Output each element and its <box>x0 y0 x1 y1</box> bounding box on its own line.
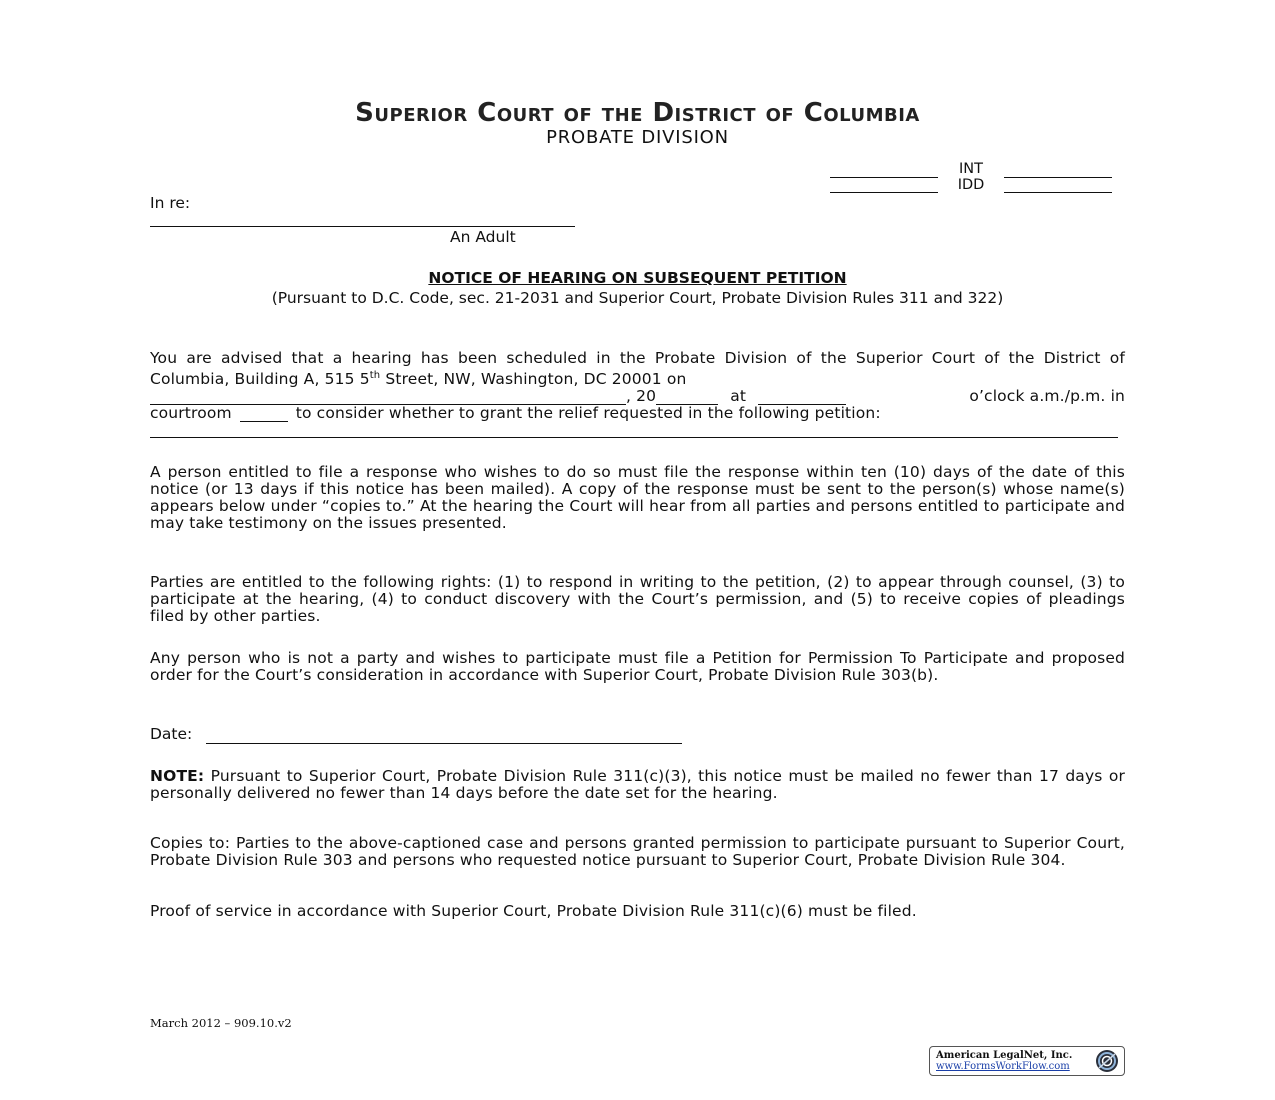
case-blank <box>830 180 938 193</box>
petition-name-line <box>150 421 1118 438</box>
publisher-link[interactable]: www.FormsWorkFlow.com <box>936 1061 1070 1072</box>
division-name: PROBATE DIVISION <box>546 127 729 148</box>
case-blank <box>1004 165 1112 178</box>
year-prefix: , 20 <box>626 387 657 406</box>
ordinal-suffix: th <box>369 370 381 381</box>
proof-paragraph: Proof of service in accordance with Superior Court, Probate Division Rule 311(c)(6) must be filed. <box>150 902 917 920</box>
statutory-reference: (Pursuant to D.C. Code, sec. 21-2031 and Superior Court, Probate Division Rules 311 and 322) <box>271 289 1004 307</box>
hearing-text: to consider whether to grant the relief requested in the following petition: <box>295 404 881 423</box>
case-row-int <box>830 162 1112 178</box>
hearing-paragraph <box>150 350 1125 422</box>
form-revision: March 2012 – 909.10.v2 <box>150 1016 292 1030</box>
case-code: IDD <box>957 176 985 193</box>
party-designation: An Adult <box>450 228 516 246</box>
courtroom-label: courtroom <box>150 404 232 423</box>
date-label: Date: <box>150 725 193 743</box>
note-text: Pursuant to Superior Court, Probate Division Rule 311(c)(3), this notice must be mailed no fewer than 17 days or personally delivered no fewer than 14 days before the date set for the hearing. <box>150 767 1125 802</box>
note-paragraph <box>150 768 1125 802</box>
rights-paragraph: Parties are entitled to the following rights: (1) to respond in writing to the petition, (2) to appear through counsel, (3) to participate at the hearing, (4) to conduct discovery with the Court’s permission, and (5) to receive copies of pleadings filed by other parties. <box>150 573 1125 625</box>
date-row <box>150 724 682 744</box>
date-blank <box>206 731 682 744</box>
time-label: o’clock a.m./p.m. in <box>969 387 1125 406</box>
publisher-logo-icon <box>1093 1048 1121 1074</box>
copies-paragraph: Copies to: Parties to the above-captioned case and persons granted permission to participate pursuant to Superior Court, Probate Division Rule 303 and persons who requested notice pursuant to Superior Court, Probate Division Rule 304. <box>150 834 1125 869</box>
case-code: INT <box>959 161 983 177</box>
court-title: Superior Court of the District of Columbia <box>355 98 920 128</box>
note-label: NOTE: <box>150 767 205 785</box>
respondent-name-line <box>150 210 575 227</box>
case-number-block <box>830 162 1112 193</box>
hearing-text: You are advised that a hearing has been scheduled in the Probate Division of the Superior Court of the District of Columbia, Building A, 515 5 <box>150 349 1125 389</box>
publisher-name: American LegalNet, Inc. <box>936 1050 1073 1061</box>
permission-paragraph: Any person who is not a party and wishes to participate must file a Petition for Permission To Participate and proposed order for the Court’s consideration in accordance with Superior Court, Probate Division Rule 303(b). <box>150 649 1125 684</box>
hearing-text: Street, NW, Washington, DC 20001 on <box>380 370 687 389</box>
at-label: at <box>730 387 747 406</box>
response-paragraph: A person entitled to file a response who wishes to do so must file the response within ten (10) days of the date of this notice (or 13 days if this notice has been mailed). A copy of the response must be sent to the person(s) whose name(s) appears below under “copies to.” At the hearing the Court will hear from all parties and persons entitled to participate and may take testimony on the issues presented. <box>150 463 1125 532</box>
case-blank <box>1004 180 1112 193</box>
case-blank <box>830 165 938 178</box>
case-row-idd <box>830 178 1112 194</box>
notice-title: NOTICE OF HEARING ON SUBSEQUENT PETITION <box>428 269 847 287</box>
in-re-label: In re: <box>150 194 191 212</box>
publisher-badge[interactable] <box>929 1046 1125 1076</box>
